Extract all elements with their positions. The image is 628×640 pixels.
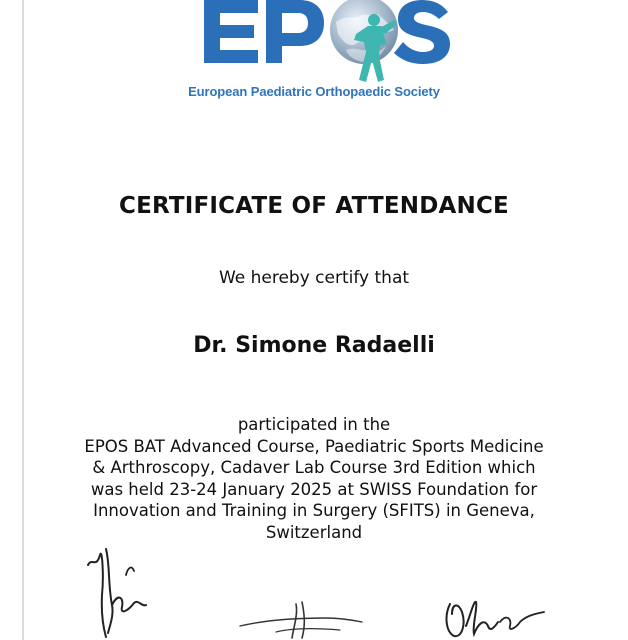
body-line: Switzerland: [265, 522, 363, 542]
body-line: Innovation and Training in Surgery (SFITS) in Geneva,: [93, 501, 535, 520]
signature-left: [82, 545, 162, 640]
certificate-title: CERTIFICATE OF ATTENDANCE: [119, 193, 509, 219]
certify-line: We hereby certify that: [218, 268, 410, 288]
attendance-description: [60, 414, 568, 543]
logo-letter-s: [394, 0, 450, 64]
body-line: participated in the: [237, 415, 391, 434]
signature-center: [236, 598, 366, 640]
body-line: EPOS BAT Advanced Course, Paediatric Sports Medicine: [84, 436, 544, 456]
body-line: was held 23-24 January 2025 at SWISS Foundation for: [90, 479, 538, 499]
signature-right: [440, 596, 560, 640]
society-name: European Paediatric Orthopaedic Society: [188, 84, 440, 99]
logo-letter-e: [204, 0, 258, 63]
recipient-name: Dr. Simone Radaelli: [193, 333, 435, 358]
logo-letter-p: [266, 0, 324, 63]
epos-logo-graphic: [196, 0, 456, 84]
epos-logo: [0, 0, 628, 110]
body-line: & Arthroscopy, Cadaver Lab Course 3rd Edition which: [92, 458, 536, 477]
